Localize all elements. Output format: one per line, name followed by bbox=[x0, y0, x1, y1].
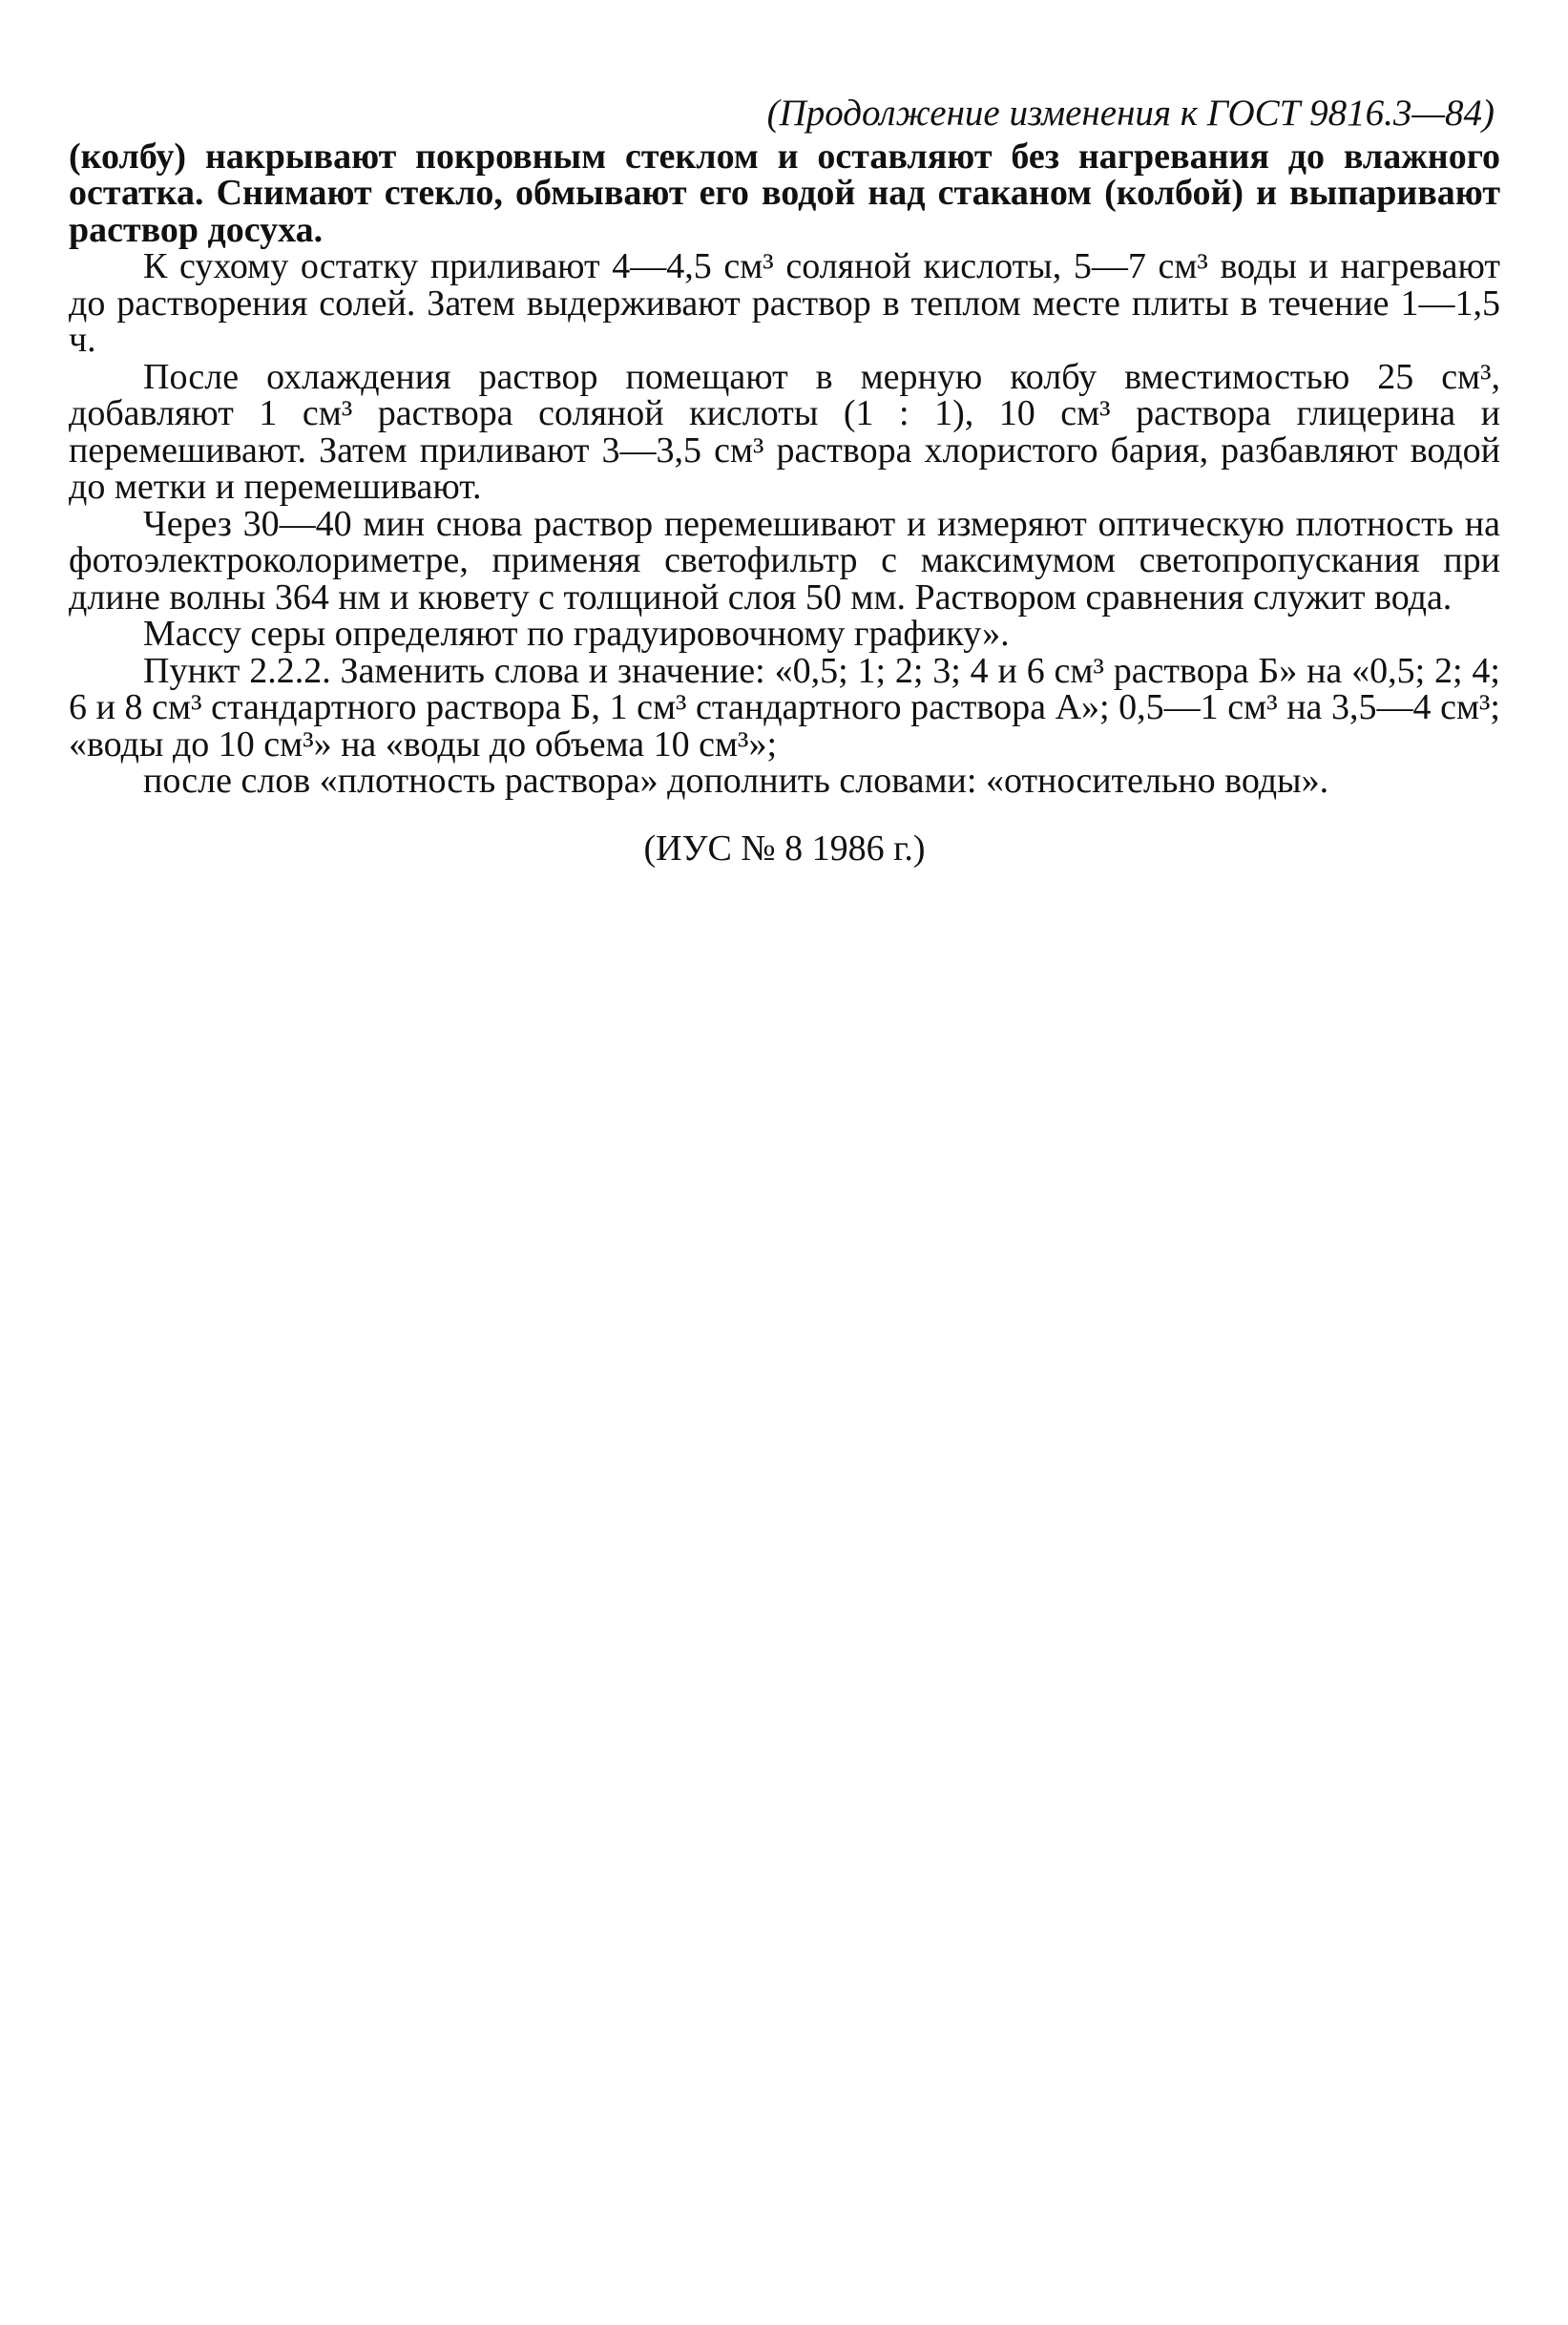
document-page bbox=[69, 95, 1500, 867]
paragraph-optical-density: Через 30—40 мин снова раствор перемешивают и измеряют оптическую плотность на фотоэлектроколориметре, применяя светофильтр с максимумом светопропускания при длине волны 364 нм и кювету с толщиной слоя 50 мм. Раствором сравнения служит вода. bbox=[69, 503, 1500, 618]
paragraph-sulfur-mass: Массу серы определяют по градуировочному графику». bbox=[143, 614, 1010, 654]
paragraph-dry-residue: К сухому остатку приливают 4—4,5 см³ соляной кислоты, 5—7 см³ воды и нагревают до растворения солей. Затем выдерживают раствор в теплом месте плиты в течение 1—1,5 ч. bbox=[69, 246, 1500, 360]
continuation-header: (Продолжение изменения к ГОСТ 9816.3—84) bbox=[766, 93, 1495, 134]
source-citation: (ИУС № 8 1986 г.) bbox=[643, 827, 926, 869]
paragraph-clause-2-2-2: Пункт 2.2.2. Заменить слова и значение: «0,5; 1; 2; 3; 4 и 6 см³ раствора Б» на «0,5; 2; 4; 6 и 8 см³ стандартного раствора Б, 1 см³ стандартного раствора А»; 0,5—1 см³ на 3,5—4 см³; «воды до 10 см³» на «воды до объема 10 см³»; bbox=[69, 650, 1500, 765]
paragraph-continuation: (колбу) накрывают покровным стеклом и оставляют без нагревания до влажного остатка. Снимают стекло, обмывают его водой над стаканом (колбой) и выпаривают раствор досуха. bbox=[69, 136, 1500, 250]
paragraph-after-cooling: После охлаждения раствор помещают в мерную колбу вместимостью 25 см³, добавляют 1 см³ раствора соляной кислоты (1 : 1), 10 см³ раствора глицерина и перемешивают. Затем приливают 3—3,5 см³ раствора хлористого бария, разбавляют водой до метки и перемешивают. bbox=[69, 356, 1500, 507]
paragraph-after-words: после слов «плотность раствора» дополнить словами: «относительно воды». bbox=[143, 761, 1329, 801]
